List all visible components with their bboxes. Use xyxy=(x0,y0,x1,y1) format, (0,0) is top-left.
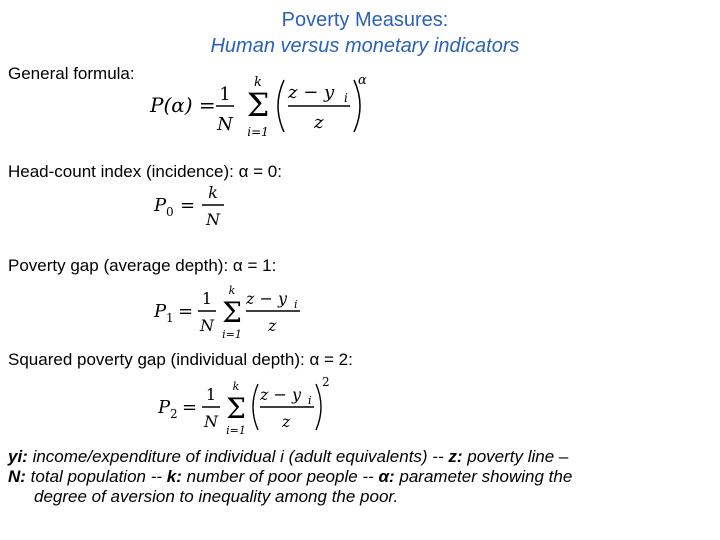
headcount-sub: 0 xyxy=(166,205,174,219)
general-sigma: Σ xyxy=(246,86,270,124)
gap-N: N xyxy=(200,316,214,335)
headcount-N: N xyxy=(206,210,220,229)
def-z: poverty line – xyxy=(462,447,569,466)
term-alpha: α: xyxy=(378,467,395,486)
gap-eq: = xyxy=(178,301,194,322)
gap-frac-den: z xyxy=(268,316,277,335)
footer-line-2 xyxy=(8,467,708,487)
squared-one: 1 xyxy=(205,385,217,404)
footer-line-3: degree of aversion to inequality among the poor. xyxy=(34,487,399,506)
def-n: total population -- xyxy=(25,467,167,486)
gap-frac-sub: i xyxy=(294,298,298,311)
gap-P: P xyxy=(154,301,167,322)
def-k: number of poor people -- xyxy=(181,467,379,486)
def-yi: income/expenditure of individual i (adult equivalents) -- xyxy=(27,447,449,466)
general-formula xyxy=(148,70,373,142)
gap-label: Poverty gap (average depth): α = 1: xyxy=(8,256,277,275)
headcount-label: Head-count index (incidence): α = 0: xyxy=(8,162,282,181)
general-lhs: P(α) = xyxy=(150,93,216,117)
general-frac-num: z − y xyxy=(288,82,335,103)
squared-label: Squared poverty gap (individual depth): α = 2: xyxy=(8,350,353,369)
general-formula-label: General formula: xyxy=(8,64,135,83)
general-one: 1 xyxy=(219,84,231,105)
term-n: N: xyxy=(8,467,26,486)
term-yi: yi: xyxy=(8,447,28,466)
gap-sub: 1 xyxy=(166,311,174,325)
squared-eq: = xyxy=(182,397,198,418)
gap-formula xyxy=(150,282,310,340)
term-k: k: xyxy=(166,467,182,486)
gap-one: 1 xyxy=(201,289,213,308)
squared-frac-num: z − y xyxy=(260,385,302,404)
definitions-footer xyxy=(8,447,708,507)
title-line-2: Human versus monetary indicators xyxy=(210,35,520,57)
gap-frac-num: z − y xyxy=(246,289,288,308)
squared-sub: 2 xyxy=(170,407,178,421)
footer-line-1 xyxy=(8,447,708,467)
squared-formula xyxy=(154,374,334,436)
squared-N: N xyxy=(204,412,218,431)
squared-left-paren xyxy=(253,384,258,430)
gap-sum-top: k xyxy=(228,284,236,297)
term-z: z: xyxy=(448,447,463,466)
squared-power: 2 xyxy=(322,375,330,389)
headcount-P: P xyxy=(154,195,167,216)
general-left-paren xyxy=(278,80,284,132)
squared-frac-den: z xyxy=(282,412,291,431)
def-alpha: parameter showing the xyxy=(394,467,573,486)
gap-sum-bottom: i=1 xyxy=(222,328,242,340)
title-line-1: Poverty Measures: xyxy=(281,9,449,31)
general-frac-den: z xyxy=(314,112,324,133)
headcount-k: k xyxy=(208,183,218,202)
squared-sum-bottom: i=1 xyxy=(226,424,246,436)
squared-sigma: Σ xyxy=(226,392,246,425)
general-N: N xyxy=(217,114,233,135)
general-sum-bottom: i=1 xyxy=(247,125,269,139)
general-sum-top: k xyxy=(254,75,262,90)
headcount-formula xyxy=(150,180,230,232)
headcount-eq: = xyxy=(180,195,196,216)
squared-sum-top: k xyxy=(232,380,240,393)
squared-frac-sub: i xyxy=(308,394,312,407)
gap-sigma: Σ xyxy=(222,296,242,329)
general-power: α xyxy=(358,73,367,88)
page-title xyxy=(180,8,550,60)
squared-right-paren xyxy=(316,384,321,430)
squared-P: P xyxy=(158,397,171,418)
general-frac-sub: i xyxy=(344,91,348,105)
